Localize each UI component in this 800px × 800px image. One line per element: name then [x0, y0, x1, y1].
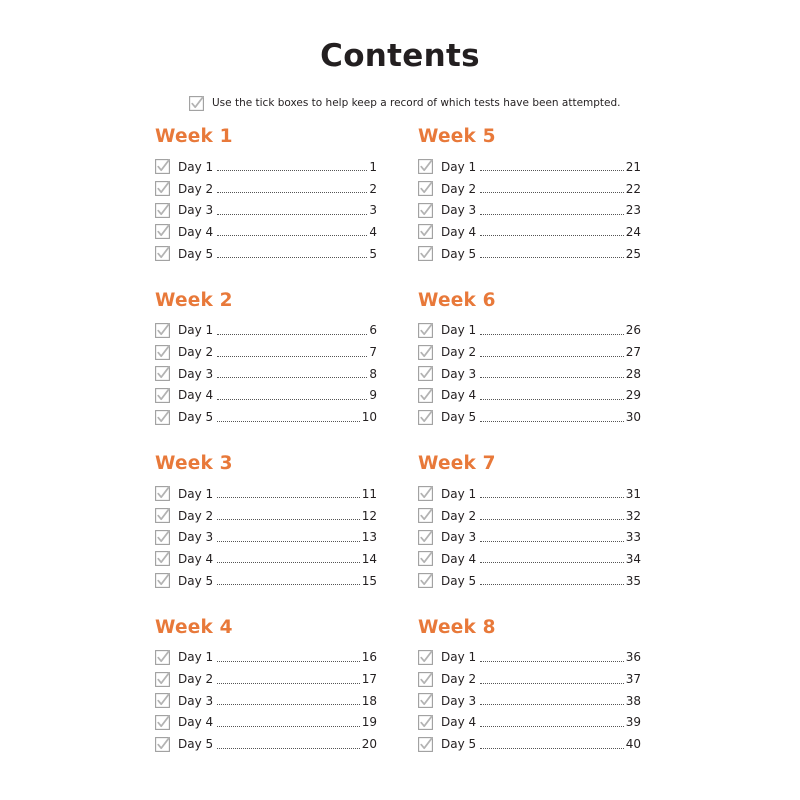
contents-entry	[155, 199, 377, 221]
week-section	[418, 614, 641, 778]
dot-leader	[480, 377, 624, 378]
contents-entry	[418, 690, 641, 712]
day-label: Day 5	[441, 246, 477, 261]
page-number: 17	[361, 672, 377, 687]
dot-leader	[217, 584, 360, 585]
contents-entry	[418, 178, 641, 200]
checkbox-tick-icon[interactable]	[155, 650, 170, 665]
page-number: 31	[625, 486, 641, 501]
contents-entry	[155, 221, 377, 243]
week-section	[418, 123, 641, 287]
day-label: Day 4	[441, 551, 477, 566]
page-number: 12	[361, 508, 377, 523]
page-number: 9	[369, 388, 377, 403]
checkbox-tick-icon[interactable]	[155, 366, 170, 381]
contents-entry	[155, 243, 377, 265]
contents-entry	[418, 320, 641, 342]
page-number: 40	[625, 737, 641, 752]
contents-entry	[155, 690, 377, 712]
checkbox-tick-icon[interactable]	[418, 323, 433, 338]
day-label: Day 5	[178, 246, 214, 261]
day-label: Day 2	[441, 672, 477, 687]
dot-leader	[217, 562, 360, 563]
contents-entry	[155, 363, 377, 385]
day-label: Day 3	[178, 203, 214, 218]
contents-entry	[418, 243, 641, 265]
day-label: Day 2	[441, 181, 477, 196]
dot-leader	[217, 519, 360, 520]
day-label: Day 3	[441, 203, 477, 218]
dot-leader	[480, 497, 624, 498]
dot-leader	[217, 334, 367, 335]
checkbox-tick-icon[interactable]	[418, 181, 433, 196]
day-label: Day 5	[178, 737, 214, 752]
day-label: Day 5	[178, 573, 214, 588]
checkbox-tick-icon[interactable]	[155, 224, 170, 239]
page-number: 30	[625, 410, 641, 425]
day-label: Day 3	[178, 366, 214, 381]
day-label: Day 1	[178, 159, 214, 174]
dot-leader	[217, 497, 360, 498]
dot-leader	[480, 170, 624, 171]
dot-leader	[480, 541, 624, 542]
checkbox-tick-icon[interactable]	[155, 323, 170, 338]
dot-leader	[217, 704, 360, 705]
week-section	[418, 450, 641, 614]
day-label: Day 2	[441, 345, 477, 360]
week-title: Week 8	[418, 616, 496, 638]
checkbox-tick-icon[interactable]	[418, 203, 433, 218]
week-section	[155, 287, 377, 451]
day-label: Day 4	[178, 388, 214, 403]
checkbox-tick-icon[interactable]	[155, 573, 170, 588]
page-number: 24	[625, 224, 641, 239]
checkbox-tick-icon[interactable]	[155, 159, 170, 174]
contents-entry	[155, 341, 377, 363]
dot-leader	[480, 704, 624, 705]
week-title: Week 3	[155, 453, 233, 474]
day-label: Day 2	[178, 345, 214, 360]
page-number: 23	[625, 203, 641, 218]
contents-entry	[155, 526, 377, 548]
dot-leader	[480, 257, 624, 258]
contents-entry	[418, 570, 641, 592]
instruction-text: Use the tick boxes to help keep a record of which tests have been attempted.	[212, 97, 621, 109]
dot-leader	[217, 421, 360, 422]
checkbox-tick-icon[interactable]	[155, 345, 170, 360]
contents-entry	[155, 548, 377, 570]
page-number: 8	[369, 366, 377, 381]
day-label: Day 2	[178, 181, 214, 196]
page-number: 6	[369, 323, 377, 338]
checkbox-tick-icon[interactable]	[155, 715, 170, 730]
checkbox-tick-icon[interactable]	[418, 486, 433, 501]
dot-leader	[217, 661, 360, 662]
day-label: Day 3	[441, 366, 477, 381]
week-section	[155, 123, 377, 287]
day-label: Day 1	[441, 486, 477, 501]
checkbox-tick-icon[interactable]	[418, 551, 433, 566]
day-label: Day 4	[441, 388, 477, 403]
page-number: 39	[625, 715, 641, 730]
day-label: Day 5	[178, 410, 214, 425]
instruction-line	[189, 94, 621, 112]
dot-leader	[217, 356, 367, 357]
checkbox-tick-icon[interactable]	[418, 650, 433, 665]
dot-leader	[480, 562, 624, 563]
contents-entry	[418, 505, 641, 527]
day-label: Day 4	[441, 224, 477, 239]
week-title: Week 2	[155, 289, 233, 311]
dot-leader	[480, 192, 624, 193]
dot-leader	[480, 399, 624, 400]
checkbox-tick-icon[interactable]	[418, 693, 433, 708]
contents-entry	[418, 548, 641, 570]
checkbox-tick-icon[interactable]	[189, 96, 204, 111]
checkbox-tick-icon[interactable]	[155, 530, 170, 545]
dot-leader	[480, 214, 624, 215]
page-number: 27	[625, 345, 641, 360]
page-number: 15	[361, 573, 377, 588]
contents-entry	[155, 712, 377, 734]
day-label: Day 1	[441, 650, 477, 665]
contents-entry	[155, 733, 377, 755]
page-number: 29	[625, 388, 641, 403]
checkbox-tick-icon[interactable]	[418, 345, 433, 360]
dot-leader	[217, 235, 367, 236]
dot-leader	[480, 356, 624, 357]
contents-entry	[155, 178, 377, 200]
day-label: Day 5	[441, 410, 477, 425]
checkbox-tick-icon[interactable]	[418, 715, 433, 730]
day-label: Day 2	[178, 508, 214, 523]
checkbox-tick-icon[interactable]	[418, 672, 433, 687]
page-number: 18	[361, 693, 377, 708]
contents-entry	[155, 483, 377, 505]
page-number: 25	[625, 246, 641, 261]
page-number: 10	[361, 410, 377, 425]
day-label: Day 4	[178, 551, 214, 566]
day-label: Day 3	[178, 693, 214, 708]
contents-entry	[155, 570, 377, 592]
dot-leader	[480, 748, 624, 749]
day-label: Day 3	[441, 693, 477, 708]
contents-entry	[418, 385, 641, 407]
page-number: 32	[625, 508, 641, 523]
contents-entry	[155, 668, 377, 690]
page-number: 2	[369, 181, 377, 196]
dot-leader	[217, 214, 367, 215]
page-number: 33	[625, 530, 641, 545]
dot-leader	[217, 683, 360, 684]
day-label: Day 2	[441, 508, 477, 523]
contents-entry	[418, 406, 641, 428]
dot-leader	[217, 541, 360, 542]
day-label: Day 3	[178, 530, 214, 545]
week-title: Week 5	[418, 126, 496, 147]
contents-entry	[155, 156, 377, 178]
contents-entry	[418, 712, 641, 734]
checkbox-tick-icon[interactable]	[155, 737, 170, 752]
page-number: 5	[369, 246, 377, 261]
week-title: Week 7	[418, 453, 496, 474]
page-number: 7	[369, 345, 377, 360]
day-label: Day 4	[178, 715, 214, 730]
checkbox-tick-icon[interactable]	[155, 410, 170, 425]
week-title: Week 1	[155, 126, 233, 147]
page-number: 1	[369, 159, 377, 174]
page-number: 38	[625, 693, 641, 708]
page-number: 13	[361, 530, 377, 545]
dot-leader	[480, 421, 624, 422]
week-section	[418, 287, 641, 451]
page-number: 35	[625, 573, 641, 588]
page-number: 21	[625, 159, 641, 174]
day-label: Day 1	[441, 159, 477, 174]
week-section	[155, 450, 377, 614]
day-label: Day 3	[441, 530, 477, 545]
contents-entry	[418, 647, 641, 669]
dot-leader	[480, 683, 624, 684]
page-number: 20	[361, 737, 377, 752]
contents-entry	[418, 156, 641, 178]
day-label: Day 4	[178, 224, 214, 239]
dot-leader	[480, 584, 624, 585]
contents-entry	[418, 341, 641, 363]
dot-leader	[217, 170, 367, 171]
checkbox-tick-icon[interactable]	[418, 246, 433, 261]
dot-leader	[217, 192, 367, 193]
contents-entry	[155, 320, 377, 342]
page-number: 22	[625, 181, 641, 196]
day-label: Day 1	[178, 486, 214, 501]
page-number: 19	[361, 715, 377, 730]
checkbox-tick-icon[interactable]	[155, 246, 170, 261]
dot-leader	[480, 661, 624, 662]
contents-entry	[155, 406, 377, 428]
page-number: 28	[625, 366, 641, 381]
dot-leader	[480, 726, 624, 727]
checkbox-tick-icon[interactable]	[418, 388, 433, 403]
checkbox-tick-icon[interactable]	[418, 737, 433, 752]
checkbox-tick-icon[interactable]	[418, 410, 433, 425]
contents-entry	[155, 647, 377, 669]
page-number: 3	[369, 203, 377, 218]
contents-entry	[155, 385, 377, 407]
dot-leader	[480, 235, 624, 236]
checkbox-tick-icon[interactable]	[155, 693, 170, 708]
checkbox-tick-icon[interactable]	[418, 159, 433, 174]
checkbox-tick-icon[interactable]	[155, 672, 170, 687]
week-title: Week 6	[418, 289, 496, 311]
checkbox-tick-icon[interactable]	[155, 508, 170, 523]
page-number: 4	[369, 224, 377, 239]
dot-leader	[480, 334, 624, 335]
contents-entry	[418, 668, 641, 690]
checkbox-tick-icon[interactable]	[418, 573, 433, 588]
day-label: Day 1	[178, 323, 214, 338]
day-label: Day 2	[178, 672, 214, 687]
contents-entry	[418, 199, 641, 221]
checkbox-tick-icon[interactable]	[418, 530, 433, 545]
page-number: 26	[625, 323, 641, 338]
contents-entry	[418, 221, 641, 243]
page-number: 16	[361, 650, 377, 665]
checkbox-tick-icon[interactable]	[155, 388, 170, 403]
dot-leader	[217, 377, 367, 378]
page-number: 36	[625, 650, 641, 665]
dot-leader	[217, 399, 367, 400]
page-title: Contents	[320, 38, 480, 74]
day-label: Day 1	[441, 323, 477, 338]
week-section	[155, 614, 377, 778]
dot-leader	[217, 726, 360, 727]
dot-leader	[217, 748, 360, 749]
week-title: Week 4	[155, 616, 233, 638]
dot-leader	[480, 519, 624, 520]
contents-entry	[418, 733, 641, 755]
page-number: 14	[361, 551, 377, 566]
contents-column-left	[155, 123, 377, 777]
page-number: 11	[361, 486, 377, 501]
day-label: Day 4	[441, 715, 477, 730]
dot-leader	[217, 257, 367, 258]
contents-entry	[155, 505, 377, 527]
checkbox-tick-icon[interactable]	[418, 224, 433, 239]
contents-entry	[418, 363, 641, 385]
day-label: Day 1	[178, 650, 214, 665]
checkbox-tick-icon[interactable]	[155, 551, 170, 566]
checkbox-tick-icon[interactable]	[418, 366, 433, 381]
contents-column-right	[418, 123, 641, 777]
checkbox-tick-icon[interactable]	[155, 203, 170, 218]
checkbox-tick-icon[interactable]	[418, 508, 433, 523]
contents-entry	[418, 483, 641, 505]
checkbox-tick-icon[interactable]	[155, 181, 170, 196]
contents-entry	[418, 526, 641, 548]
day-label: Day 5	[441, 737, 477, 752]
day-label: Day 5	[441, 573, 477, 588]
page-number: 34	[625, 551, 641, 566]
page-number: 37	[625, 672, 641, 687]
checkbox-tick-icon[interactable]	[155, 486, 170, 501]
